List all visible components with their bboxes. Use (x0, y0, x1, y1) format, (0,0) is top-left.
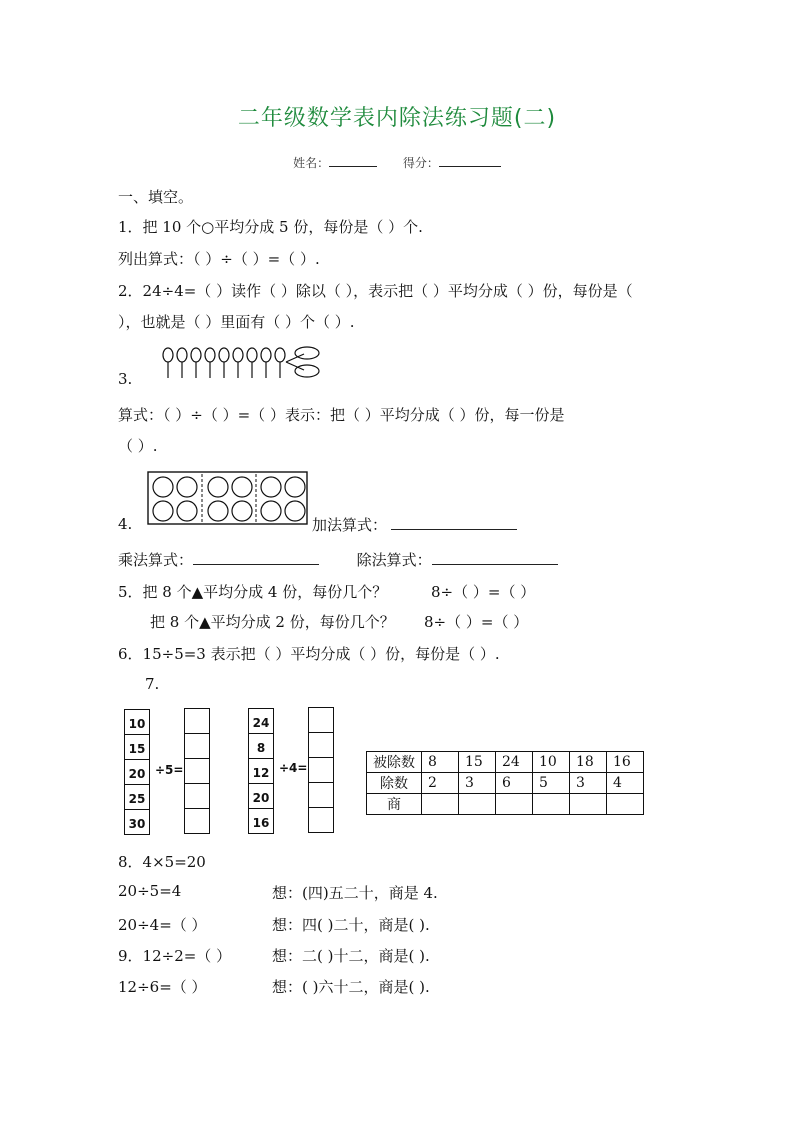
answer-cell[interactable] (607, 794, 644, 815)
q7-op1: ÷5= (155, 763, 184, 777)
q4-number: 4. (118, 515, 133, 533)
table-row (367, 794, 644, 815)
table-cell: 5 (533, 773, 570, 794)
balloons-figure (160, 344, 324, 382)
table-cell: 3 (570, 773, 607, 794)
q3-line1: 算式：（ ）÷（ ）=（ ）表示：把（ ）平均分成（ ）份，每一份是 (118, 406, 565, 424)
table-cell: 2 (422, 773, 459, 794)
q3-line2: （ ）. (118, 437, 158, 455)
q7-col1-cell: 10 (125, 710, 149, 735)
answer-cell[interactable] (533, 794, 570, 815)
name-blank[interactable] (329, 152, 377, 167)
q7-dividend-column-1 (124, 709, 150, 835)
q3-number: 3. (118, 370, 133, 388)
answer-cell[interactable] (422, 794, 459, 815)
q8-line3a: 20÷4=（ ） (118, 916, 207, 934)
table-cell: 16 (607, 752, 644, 773)
q2-line2: ），也就是（ ）里面有（ ）个（ ）. (118, 313, 355, 331)
add-blank[interactable] (391, 515, 517, 530)
q9-line1b: 想：二( )十二，商是( ). (272, 947, 430, 965)
q5-line1: 5．把 8 个▲平均分成 4 份，每份几个？ (118, 583, 388, 601)
q7-col1-cell: 25 (125, 785, 149, 810)
table-cell: 18 (570, 752, 607, 773)
q7-dividend-column-2 (248, 708, 274, 834)
q5-eq1: 8÷（ ）=（ ） (431, 583, 536, 601)
name-label: 姓名： (293, 156, 330, 170)
q7-op2: ÷4= (279, 761, 308, 775)
table-cell: 8 (422, 752, 459, 773)
q6-line1: 6．15÷5=3 表示把（ ）平均分成（ ）份，每份是（ ）. (118, 645, 500, 663)
table-row (367, 773, 644, 794)
answer-cell[interactable] (459, 794, 496, 815)
q8-line1: 8．4×5=20 (118, 853, 206, 871)
page-title: 二年级数学表内除法练习题(二) (237, 106, 557, 131)
div-blank[interactable] (432, 550, 558, 565)
row-label: 除数 (367, 773, 422, 794)
q7-col1-cell: 20 (125, 760, 149, 785)
table-cell: 10 (533, 752, 570, 773)
q7-answer-column-2[interactable] (308, 707, 334, 833)
answer-cell[interactable] (496, 794, 533, 815)
q8-line3b: 想：四( )二十，商是( ). (272, 916, 430, 934)
q7-number: 7. (145, 675, 160, 693)
q9-line2b: 想：( )六十二，商是( ). (272, 978, 430, 996)
q4-add-line (312, 514, 517, 535)
q8-line2b: 想：(四)五二十，商是 4. (272, 884, 438, 902)
q1-line2: 列出算式：（ ）÷（ ）=（ ）. (118, 250, 320, 268)
row-label: 被除数 (367, 752, 422, 773)
mul-label: 乘法算式： (118, 551, 194, 569)
table-cell: 15 (459, 752, 496, 773)
score-label: 得分： (402, 156, 439, 170)
score-blank[interactable] (439, 152, 501, 167)
q7-division-table (366, 751, 644, 815)
section-heading: 一、填空。 (118, 188, 194, 206)
q2-line1: 2．24÷4=（ ）读作（ ）除以（ ），表示把（ ）平均分成（ ）份，每份是（ (118, 282, 633, 300)
q7-col1-cell: 30 (128, 817, 146, 831)
q7-answer-column-1[interactable] (184, 708, 210, 834)
answer-cell[interactable] (570, 794, 607, 815)
q7-col2-cell: 16 (252, 816, 270, 830)
table-cell: 4 (607, 773, 644, 794)
q7-col2-cell: 24 (249, 709, 273, 734)
q5-line2: 把 8 个▲平均分成 2 份，每份几个？ (150, 613, 395, 631)
q7-col1-cell: 15 (125, 735, 149, 760)
table-cell: 6 (496, 773, 533, 794)
q9-line1a: 9．12÷2=（ ） (118, 947, 232, 965)
q7-col2-cell: 12 (249, 759, 273, 784)
div-label: 除法算式： (356, 551, 432, 569)
q9-line2a: 12÷6=（ ） (118, 978, 207, 996)
q7-col2-cell: 20 (249, 784, 273, 809)
circle-groups-figure (147, 471, 309, 527)
q4-mul-div-line (118, 549, 558, 570)
q7-col2-cell: 8 (249, 734, 273, 759)
name-score-line (0, 152, 794, 171)
q8-line2a: 20÷5=4 (118, 882, 182, 900)
table-cell: 24 (496, 752, 533, 773)
mul-blank[interactable] (193, 550, 319, 565)
table-cell: 3 (459, 773, 496, 794)
q5-eq2: 8÷（ ）=（ ） (424, 613, 529, 631)
q1-line1: 1．把 10 个○平均分成 5 份，每份是（ ）个. (118, 218, 423, 236)
row-label: 商 (367, 794, 422, 815)
table-row (367, 752, 644, 773)
add-label: 加法算式： (312, 516, 388, 534)
